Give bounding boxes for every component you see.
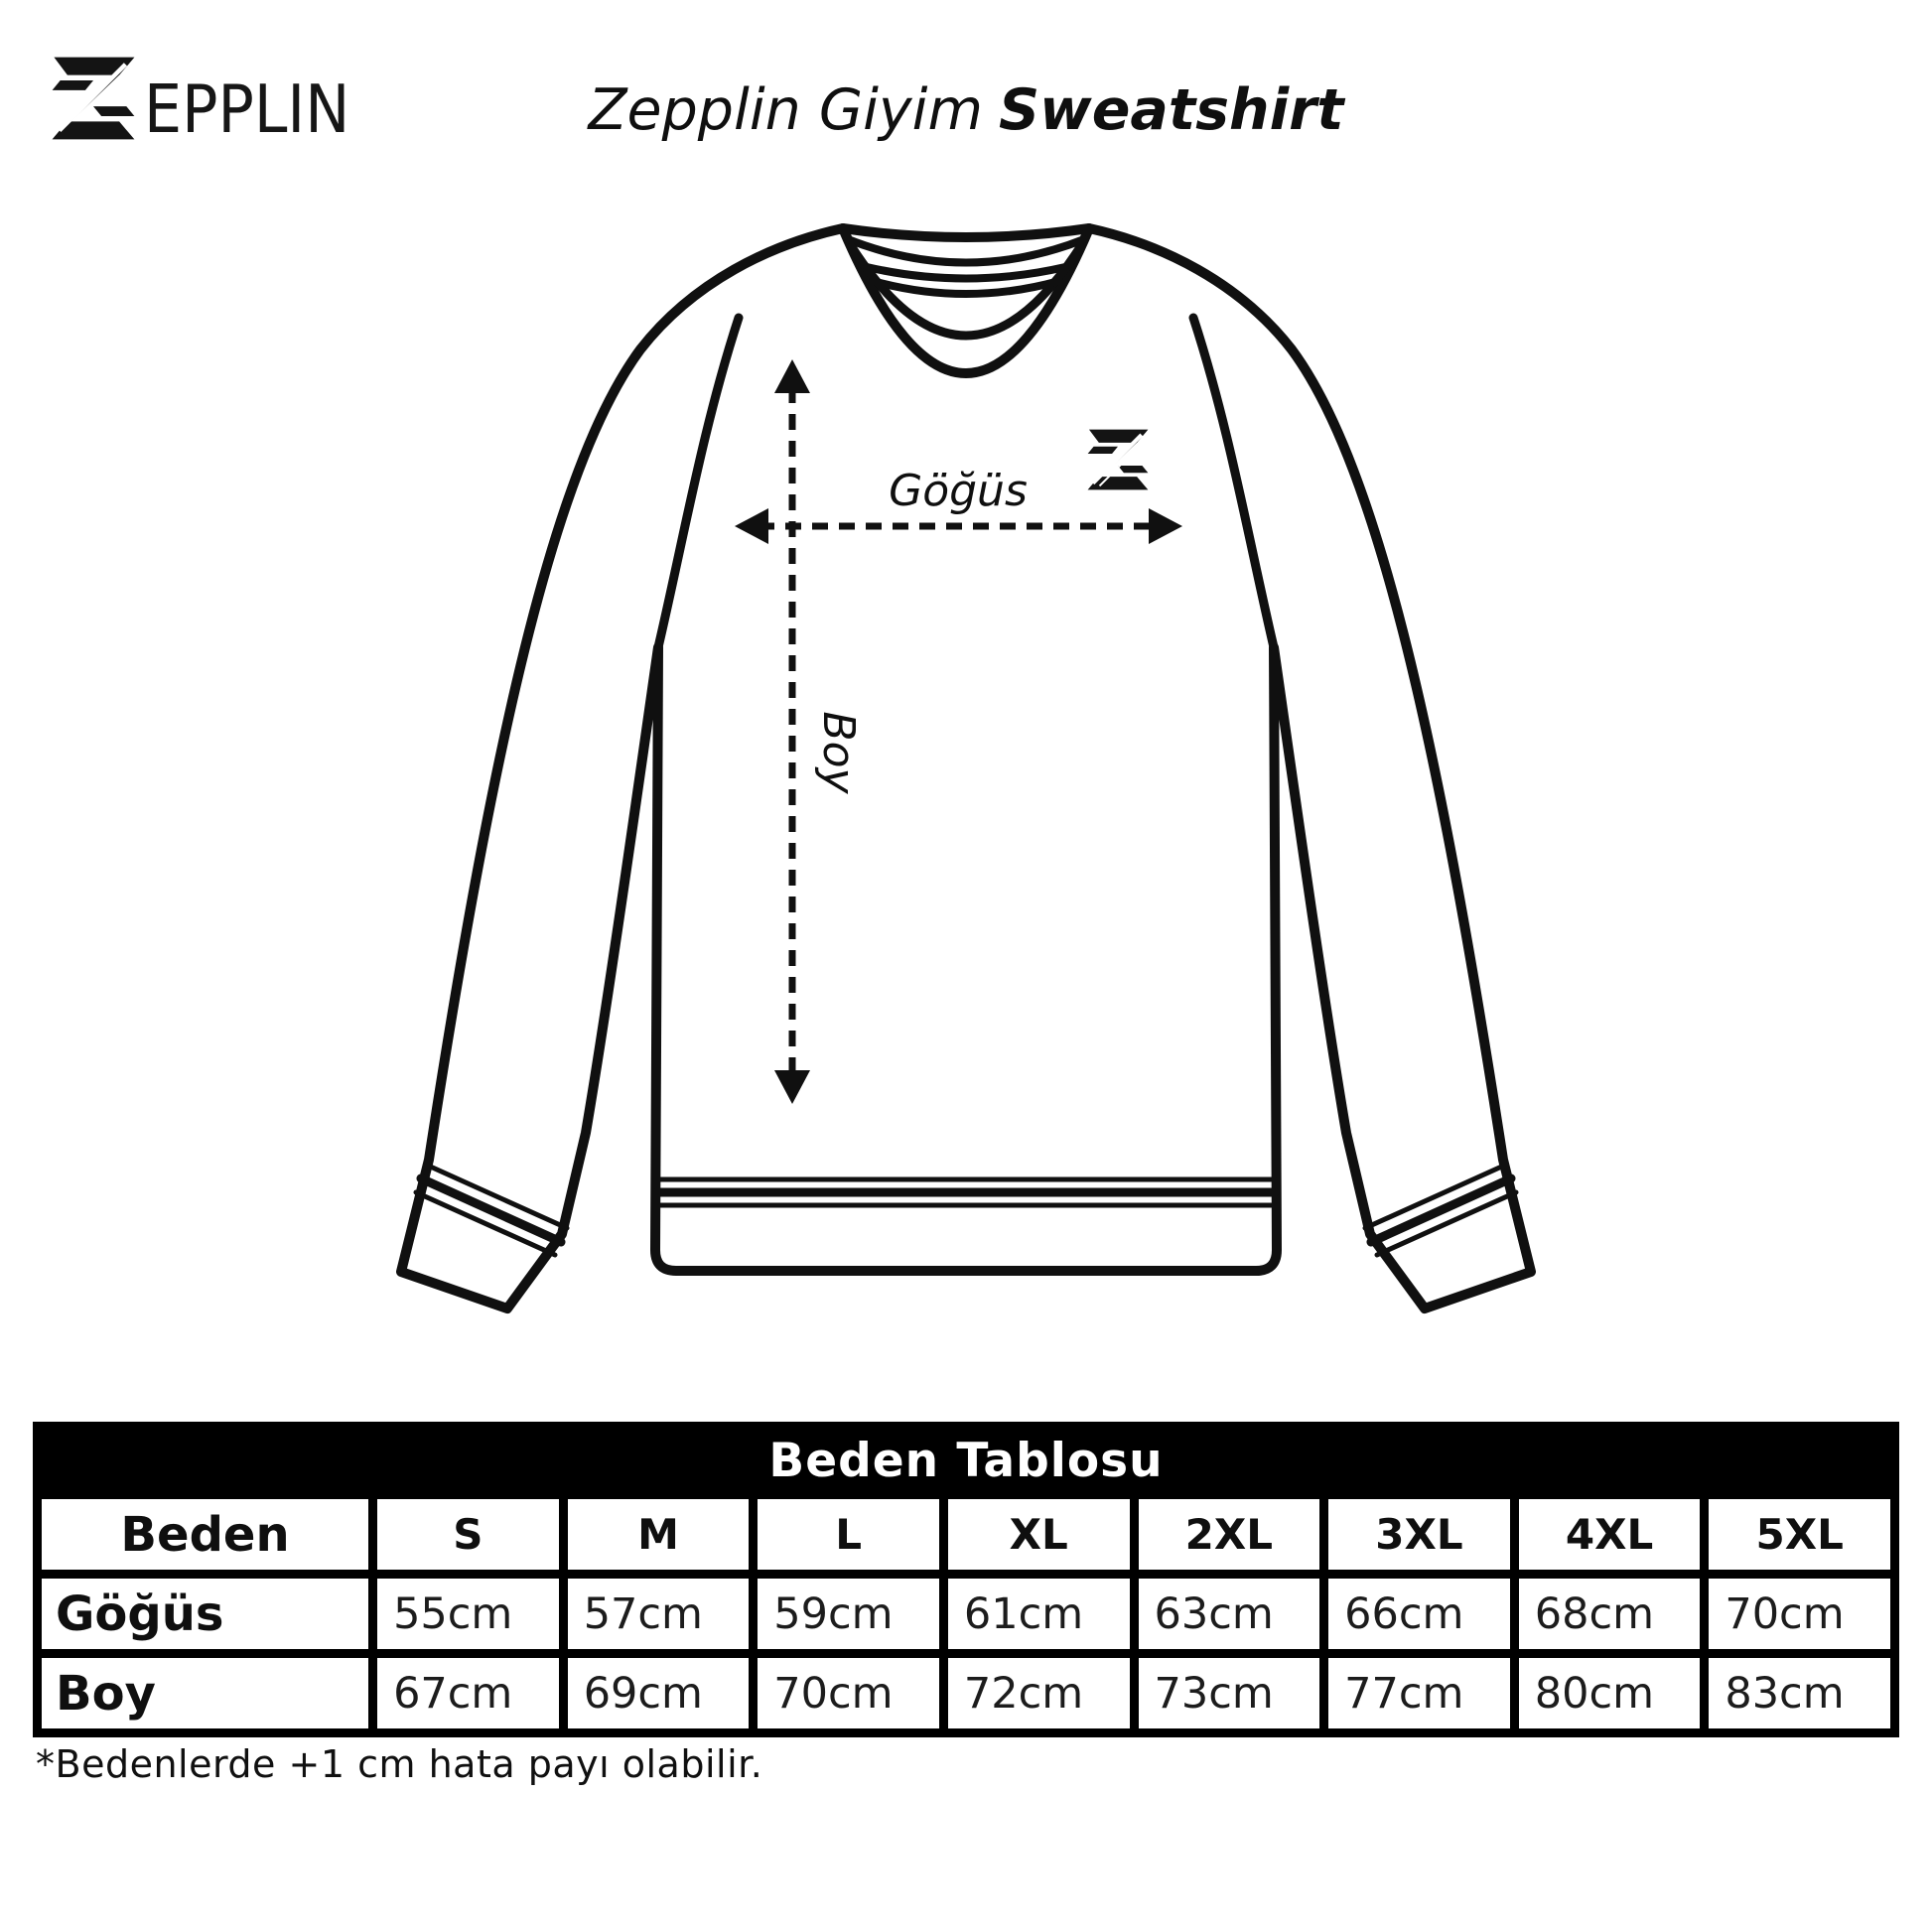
chest-value-3xl: 66cm [1324, 1575, 1515, 1654]
length-value-3xl: 77cm [1324, 1654, 1515, 1733]
size-col-3xl: 3XL [1324, 1495, 1515, 1575]
title-product-part: Sweatshirt [999, 77, 1344, 143]
length-value-xl: 72cm [943, 1654, 1134, 1733]
chest-value-xl: 61cm [943, 1575, 1134, 1654]
tolerance-footnote: *Bedenlerde +1 cm hata payı olabilir. [36, 1742, 763, 1786]
chest-value-s: 55cm [373, 1575, 564, 1654]
length-value-s: 67cm [373, 1654, 564, 1733]
length-value-5xl: 83cm [1705, 1654, 1895, 1733]
title-brand-part: Zepplin Giyim [588, 77, 983, 143]
chest-value-m: 57cm [563, 1575, 754, 1654]
length-value-2xl: 73cm [1134, 1654, 1324, 1733]
chest-measure-label: Göğüs [889, 466, 1028, 516]
size-col-l: L [754, 1495, 944, 1575]
garment-outline-group [401, 228, 1531, 1309]
size-col-5xl: 5XL [1705, 1495, 1895, 1575]
size-col-xl: XL [943, 1495, 1134, 1575]
chest-row-label: Göğüs [38, 1575, 373, 1654]
length-row-label: Boy [38, 1654, 373, 1733]
table-caption: Beden Tablosu [38, 1427, 1895, 1495]
size-col-4xl: 4XL [1514, 1495, 1705, 1575]
chest-value-4xl: 68cm [1514, 1575, 1705, 1654]
length-value-4xl: 80cm [1514, 1654, 1705, 1733]
size-header-row [38, 1495, 1895, 1575]
table-caption-row [38, 1427, 1895, 1495]
length-measure-label: Boy [813, 711, 864, 794]
chest-row [38, 1575, 1895, 1654]
garment-silhouette [401, 228, 1531, 1309]
brand-wordmark: EPPLIN [144, 70, 350, 149]
length-value-l: 70cm [754, 1654, 944, 1733]
size-col-s: S [373, 1495, 564, 1575]
length-row [38, 1654, 1895, 1733]
row-header-label: Beden [38, 1495, 373, 1575]
chest-value-5xl: 70cm [1705, 1575, 1895, 1654]
length-value-m: 69cm [563, 1654, 754, 1733]
chest-value-l: 59cm [754, 1575, 944, 1654]
size-table [33, 1422, 1899, 1737]
size-col-2xl: 2XL [1134, 1495, 1324, 1575]
size-col-m: M [563, 1495, 754, 1575]
chest-value-2xl: 63cm [1134, 1575, 1324, 1654]
